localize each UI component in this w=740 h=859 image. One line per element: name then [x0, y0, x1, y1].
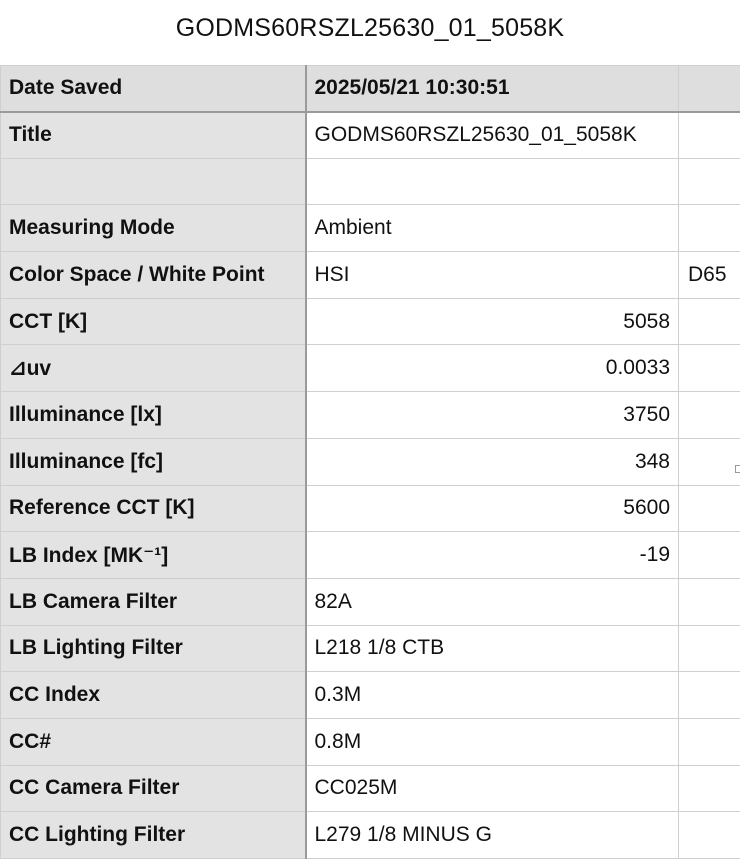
row-value[interactable]: -19 — [306, 532, 679, 579]
row-label[interactable]: Reference CCT [K] — [1, 485, 306, 532]
row-extra[interactable] — [679, 112, 740, 159]
row-extra[interactable]: D65 — [679, 252, 740, 299]
table-row — [1, 252, 740, 299]
table-row — [1, 578, 740, 625]
row-value[interactable] — [306, 158, 679, 205]
table-row — [1, 66, 740, 112]
measurement-table — [0, 65, 740, 859]
row-label[interactable]: Measuring Mode — [1, 205, 306, 252]
row-label[interactable]: LB Index [MK⁻¹] — [1, 532, 306, 579]
row-label[interactable]: LB Camera Filter — [1, 578, 306, 625]
column-resize-handle[interactable] — [735, 465, 740, 473]
table-row — [1, 298, 740, 345]
row-extra[interactable] — [679, 532, 740, 579]
table-row — [1, 532, 740, 579]
row-label[interactable]: Title — [1, 112, 306, 159]
table-row — [1, 205, 740, 252]
row-value[interactable]: 0.8M — [306, 718, 679, 765]
table-row — [1, 765, 740, 812]
row-label[interactable]: Color Space / White Point — [1, 252, 306, 299]
row-label[interactable]: Date Saved — [1, 66, 306, 112]
row-label[interactable]: LB Lighting Filter — [1, 625, 306, 672]
row-extra[interactable] — [679, 66, 740, 112]
table-row — [1, 485, 740, 532]
row-extra[interactable] — [679, 672, 740, 719]
table-row — [1, 718, 740, 765]
row-value[interactable]: 5600 — [306, 485, 679, 532]
row-value[interactable]: GODMS60RSZL25630_01_5058K — [306, 112, 679, 159]
row-value[interactable]: L218 1/8 CTB — [306, 625, 679, 672]
row-value[interactable]: 2025/05/21 10:30:51 — [306, 66, 679, 112]
row-extra[interactable] — [679, 438, 740, 485]
row-extra[interactable] — [679, 718, 740, 765]
table-row — [1, 625, 740, 672]
row-value[interactable]: 0.0033 — [306, 345, 679, 392]
row-value[interactable]: 348 — [306, 438, 679, 485]
row-label[interactable]: CC# — [1, 718, 306, 765]
table-row — [1, 392, 740, 439]
row-value[interactable]: 82A — [306, 578, 679, 625]
row-value[interactable]: Ambient — [306, 205, 679, 252]
row-extra[interactable] — [679, 812, 740, 859]
row-label[interactable] — [1, 158, 306, 205]
table-row — [1, 158, 740, 205]
row-value[interactable]: 5058 — [306, 298, 679, 345]
row-extra[interactable] — [679, 625, 740, 672]
row-label[interactable]: CCT [K] — [1, 298, 306, 345]
row-extra[interactable] — [679, 298, 740, 345]
row-extra[interactable] — [679, 578, 740, 625]
row-extra[interactable] — [679, 158, 740, 205]
row-label[interactable]: ⊿uv — [1, 345, 306, 392]
row-label[interactable]: Illuminance [fc] — [1, 438, 306, 485]
row-value[interactable]: CC025M — [306, 765, 679, 812]
table-row — [1, 112, 740, 159]
row-extra[interactable] — [679, 392, 740, 439]
row-label[interactable]: Illuminance [lx] — [1, 392, 306, 439]
row-label[interactable]: CC Camera Filter — [1, 765, 306, 812]
row-label[interactable]: CC Index — [1, 672, 306, 719]
row-extra[interactable] — [679, 765, 740, 812]
row-value[interactable]: 0.3M — [306, 672, 679, 719]
table-row — [1, 438, 740, 485]
row-value[interactable]: L279 1/8 MINUS G — [306, 812, 679, 859]
row-label[interactable]: CC Lighting Filter — [1, 812, 306, 859]
row-extra[interactable] — [679, 205, 740, 252]
row-extra[interactable] — [679, 345, 740, 392]
document-title: GODMS60RSZL25630_01_5058K — [0, 14, 740, 43]
row-value[interactable]: 3750 — [306, 392, 679, 439]
table-row — [1, 672, 740, 719]
table-row — [1, 812, 740, 859]
table-row — [1, 345, 740, 392]
row-value[interactable]: HSI — [306, 252, 679, 299]
row-extra[interactable] — [679, 485, 740, 532]
